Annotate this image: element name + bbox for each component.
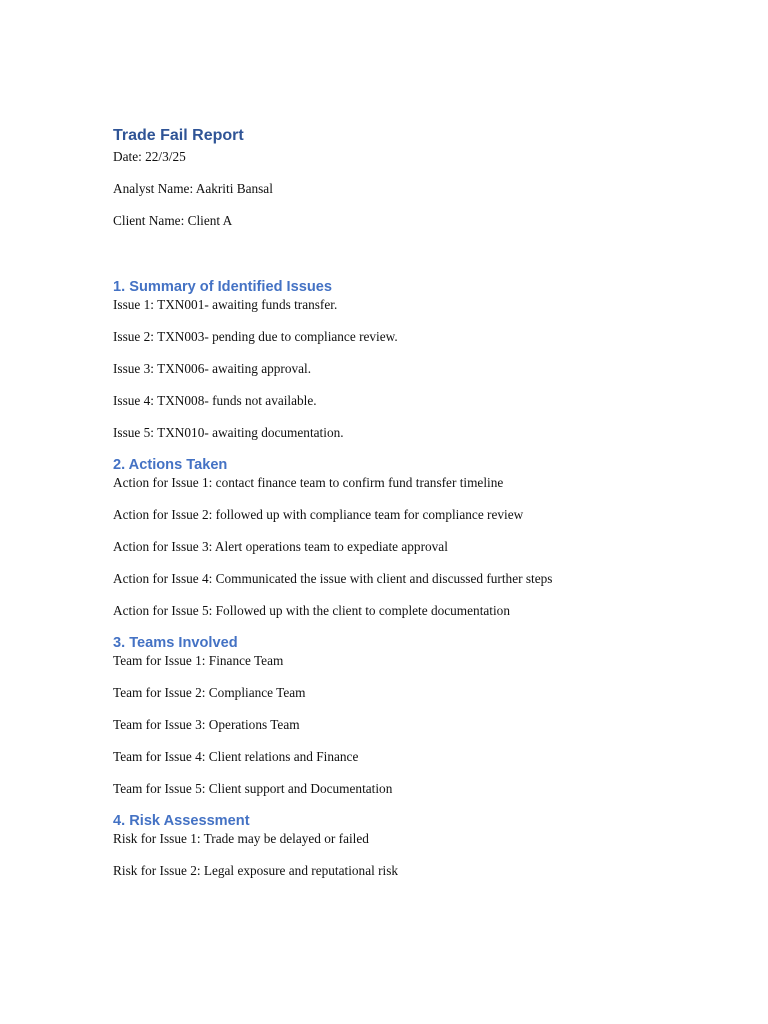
team-line: Team for Issue 3: Operations Team (113, 717, 300, 732)
issue-line: Issue 3: TXN006- awaiting approval. (113, 361, 312, 376)
section-heading-risk: 4. Risk Assessment (113, 813, 250, 829)
section-heading-actions: 2. Actions Taken (113, 457, 228, 473)
client-name: Client Name: Client A (113, 213, 233, 228)
section-heading-teams: 3. Teams Involved (113, 635, 238, 651)
action-line: Action for Issue 4: Communicated the issue with client and discussed further steps (113, 571, 553, 586)
section-actions (113, 455, 768, 619)
team-line: Team for Issue 1: Finance Team (113, 653, 284, 668)
issue-line: Issue 1: TXN001- awaiting funds transfer. (113, 297, 338, 312)
issue-line: Issue 4: TXN008- funds not available. (113, 393, 317, 408)
report-date: Date: 22/3/25 (113, 149, 186, 164)
action-line: Action for Issue 5: Followed up with the client to complete documentation (113, 603, 510, 618)
section-teams (113, 633, 768, 797)
issue-line: Issue 5: TXN010- awaiting documentation. (113, 425, 344, 440)
section-summary (113, 277, 768, 441)
action-line: Action for Issue 3: Alert operations team to expediate approval (113, 539, 448, 554)
document-title: Trade Fail Report (113, 127, 244, 144)
team-line: Team for Issue 4: Client relations and Finance (113, 749, 359, 764)
team-line: Team for Issue 5: Client support and Documentation (113, 781, 393, 796)
report-metadata (113, 149, 768, 229)
risk-line: Risk for Issue 2: Legal exposure and reputational risk (113, 863, 399, 878)
section-heading-summary: 1. Summary of Identified Issues (113, 279, 332, 295)
section-risk (113, 811, 768, 879)
risk-line: Risk for Issue 1: Trade may be delayed or failed (113, 831, 369, 846)
action-line: Action for Issue 1: contact finance team to confirm fund transfer timeline (113, 475, 504, 490)
analyst-name: Analyst Name: Aakriti Bansal (113, 181, 273, 196)
action-line: Action for Issue 2: followed up with compliance team for compliance review (113, 507, 524, 522)
issue-line: Issue 2: TXN003- pending due to compliance review. (113, 329, 398, 344)
team-line: Team for Issue 2: Compliance Team (113, 685, 306, 700)
